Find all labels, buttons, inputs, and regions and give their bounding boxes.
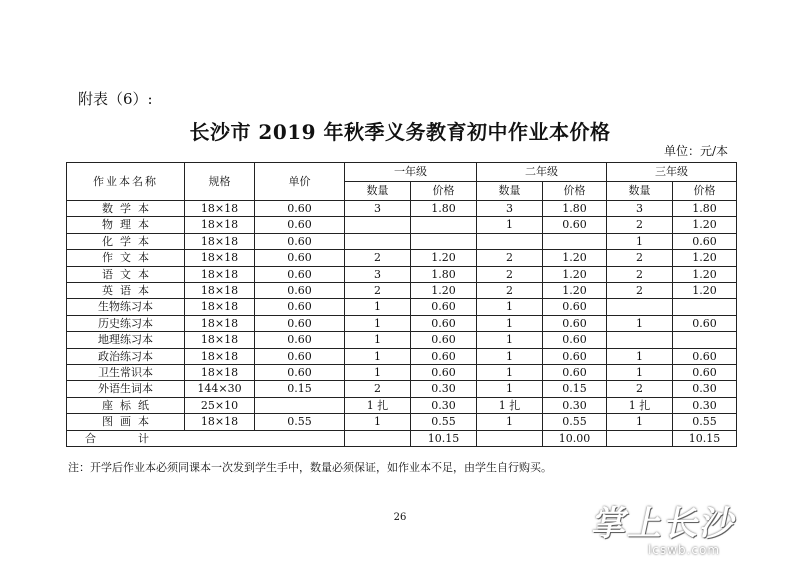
grade1-cost: 0.60	[411, 299, 477, 315]
table-row	[67, 217, 737, 233]
item-name: 历史练习本	[67, 315, 185, 331]
grade2-qty: 2	[477, 266, 543, 282]
grade2-qty: 1	[477, 365, 543, 381]
grade1-qty	[345, 233, 411, 249]
table-row	[67, 414, 737, 430]
item-name: 生物练习本	[67, 299, 185, 315]
grade1-qty: 3	[345, 201, 411, 217]
total-label: 合 计	[67, 430, 345, 446]
item-spec: 18×18	[185, 217, 255, 233]
grade2-cost: 1.20	[543, 250, 607, 266]
item-name: 物 理 本	[67, 217, 185, 233]
item-unit-price: 0.60	[255, 348, 345, 364]
header-qty: 数量	[477, 182, 543, 201]
item-unit-price: 0.60	[255, 315, 345, 331]
grade2-cost: 1.20	[543, 283, 607, 299]
grade3-cost: 0.60	[673, 233, 737, 249]
grade3-qty: 1	[607, 233, 673, 249]
table-row	[67, 201, 737, 217]
grade3-cost: 0.60	[673, 365, 737, 381]
grade1-cost: 0.60	[411, 348, 477, 364]
table-row	[67, 283, 737, 299]
table-row	[67, 397, 737, 413]
grade2-cost: 0.60	[543, 348, 607, 364]
grade2-qty: 1	[477, 381, 543, 397]
total-row	[67, 430, 737, 446]
grade2-qty: 1	[477, 332, 543, 348]
item-unit-price: 0.60	[255, 332, 345, 348]
item-name: 座 标 纸	[67, 397, 185, 413]
item-unit-price: 0.60	[255, 283, 345, 299]
total-grade3: 10.15	[673, 430, 737, 446]
grade2-cost: 0.60	[543, 315, 607, 331]
header-spec: 规格	[185, 163, 255, 201]
grade1-cost: 0.60	[411, 332, 477, 348]
item-spec: 144×30	[185, 381, 255, 397]
table-row	[67, 365, 737, 381]
item-spec: 18×18	[185, 299, 255, 315]
header-qty: 数量	[345, 182, 411, 201]
header-cost: 价格	[543, 182, 607, 201]
grade1-qty: 1	[345, 315, 411, 331]
header-cost: 价格	[673, 182, 737, 201]
grade2-cost: 0.15	[543, 381, 607, 397]
grade1-cost: 0.30	[411, 397, 477, 413]
grade1-qty: 1	[345, 332, 411, 348]
total-empty-cell	[607, 430, 673, 446]
item-spec: 18×18	[185, 250, 255, 266]
item-name: 卫生常识本	[67, 365, 185, 381]
grade3-qty: 1	[607, 414, 673, 430]
item-spec: 18×18	[185, 201, 255, 217]
table-row	[67, 233, 737, 249]
grade1-cost: 0.30	[411, 381, 477, 397]
grade1-qty: 2	[345, 381, 411, 397]
price-table	[66, 162, 737, 447]
watermark-logo: 掌上长沙	[589, 504, 742, 544]
table-body	[67, 201, 737, 431]
grade1-cost: 1.80	[411, 266, 477, 282]
grade2-cost	[543, 233, 607, 249]
grade3-qty: 2	[607, 283, 673, 299]
item-unit-price: 0.60	[255, 299, 345, 315]
item-name: 英 语 本	[67, 283, 185, 299]
grade3-cost: 1.20	[673, 217, 737, 233]
item-spec: 25×10	[185, 397, 255, 413]
grade2-cost: 0.60	[543, 332, 607, 348]
grade3-cost: 0.60	[673, 315, 737, 331]
grade1-qty: 2	[345, 250, 411, 266]
item-name: 语 文 本	[67, 266, 185, 282]
table-row	[67, 250, 737, 266]
grade1-cost: 1.20	[411, 250, 477, 266]
item-spec: 18×18	[185, 332, 255, 348]
grade1-cost: 0.60	[411, 365, 477, 381]
grade1-cost	[411, 233, 477, 249]
grade1-cost: 0.60	[411, 315, 477, 331]
grade1-cost	[411, 217, 477, 233]
grade1-qty: 1	[345, 414, 411, 430]
item-spec: 18×18	[185, 414, 255, 430]
table-row	[67, 299, 737, 315]
grade2-qty: 1	[477, 348, 543, 364]
item-spec: 18×18	[185, 283, 255, 299]
item-name: 数 学 本	[67, 201, 185, 217]
item-name: 政治练习本	[67, 348, 185, 364]
grade3-cost: 0.60	[673, 348, 737, 364]
grade2-qty: 2	[477, 250, 543, 266]
grade2-qty: 1	[477, 299, 543, 315]
page-title: 长沙市 2019 年秋季义务教育初中作业本价格	[189, 120, 611, 144]
grade2-qty: 1	[477, 414, 543, 430]
item-unit-price: 0.60	[255, 217, 345, 233]
grade1-qty: 1	[345, 365, 411, 381]
watermark	[589, 496, 774, 557]
grade1-qty: 1	[345, 299, 411, 315]
grade2-cost: 0.55	[543, 414, 607, 430]
grade3-cost: 0.30	[673, 381, 737, 397]
table-row	[67, 381, 737, 397]
header-grade1: 一年级	[345, 163, 477, 182]
total-grade1: 10.15	[411, 430, 477, 446]
header-cost: 价格	[411, 182, 477, 201]
total-grade2: 10.00	[543, 430, 607, 446]
item-unit-price: 0.60	[255, 233, 345, 249]
watermark-url: lcswb.com	[647, 543, 721, 557]
grade3-qty: 2	[607, 381, 673, 397]
table-row	[67, 315, 737, 331]
item-spec: 18×18	[185, 233, 255, 249]
footnote: 注：开学后作业本必须同课本一次发到学生手中，数量必须保证，如作业本不足，由学生自行购买。	[68, 461, 552, 474]
grade3-qty: 2	[607, 250, 673, 266]
grade3-qty: 1	[607, 315, 673, 331]
grade3-qty: 2	[607, 266, 673, 282]
grade1-cost: 0.55	[411, 414, 477, 430]
table-row	[67, 266, 737, 282]
grade2-qty: 3	[477, 201, 543, 217]
item-unit-price: 0.15	[255, 381, 345, 397]
grade3-qty: 1	[607, 348, 673, 364]
grade3-cost: 1.80	[673, 201, 737, 217]
grade2-qty: 1	[477, 217, 543, 233]
grade3-cost: 0.30	[673, 397, 737, 413]
grade1-qty: 1 扎	[345, 397, 411, 413]
item-spec: 18×18	[185, 348, 255, 364]
page-number: 26	[393, 512, 407, 523]
header-price: 单价	[255, 163, 345, 201]
grade3-qty: 1	[607, 365, 673, 381]
total-empty-cell	[345, 430, 411, 446]
header-name: 作业本名称	[67, 163, 185, 201]
grade3-qty	[607, 332, 673, 348]
grade2-qty: 1	[477, 315, 543, 331]
grade3-qty: 1 扎	[607, 397, 673, 413]
grade3-qty: 2	[607, 217, 673, 233]
grade2-qty	[477, 233, 543, 249]
item-unit-price: 0.60	[255, 201, 345, 217]
grade2-cost: 0.60	[543, 299, 607, 315]
item-name: 地理练习本	[67, 332, 185, 348]
item-name: 作 文 本	[67, 250, 185, 266]
item-unit-price	[255, 397, 345, 413]
table-row	[67, 332, 737, 348]
item-spec: 18×18	[185, 365, 255, 381]
grade3-qty: 3	[607, 201, 673, 217]
grade2-cost: 0.60	[543, 365, 607, 381]
item-unit-price: 0.55	[255, 414, 345, 430]
grade1-qty	[345, 217, 411, 233]
item-unit-price: 0.60	[255, 365, 345, 381]
grade2-cost: 0.60	[543, 217, 607, 233]
grade3-qty	[607, 299, 673, 315]
item-name: 外语生词本	[67, 381, 185, 397]
total-empty-cell	[477, 430, 543, 446]
item-name: 化 学 本	[67, 233, 185, 249]
grade3-cost: 1.20	[673, 283, 737, 299]
grade3-cost	[673, 332, 737, 348]
grade1-qty: 2	[345, 283, 411, 299]
grade3-cost: 1.20	[673, 266, 737, 282]
header-grade3: 三年级	[607, 163, 737, 182]
grade3-cost: 1.20	[673, 250, 737, 266]
grade2-cost: 1.80	[543, 201, 607, 217]
grade1-cost: 1.20	[411, 283, 477, 299]
grade3-cost: 0.55	[673, 414, 737, 430]
item-unit-price: 0.60	[255, 250, 345, 266]
grade2-cost: 0.30	[543, 397, 607, 413]
grade2-qty: 2	[477, 283, 543, 299]
item-spec: 18×18	[185, 266, 255, 282]
grade3-cost	[673, 299, 737, 315]
item-name: 图 画 本	[67, 414, 185, 430]
appendix-label: 附表（6）:	[78, 90, 153, 108]
item-unit-price: 0.60	[255, 266, 345, 282]
grade1-cost: 1.80	[411, 201, 477, 217]
header-qty: 数量	[607, 182, 673, 201]
header-grade2: 二年级	[477, 163, 607, 182]
table-row	[67, 348, 737, 364]
grade1-qty: 3	[345, 266, 411, 282]
item-spec: 18×18	[185, 315, 255, 331]
grade2-qty: 1 扎	[477, 397, 543, 413]
grade1-qty: 1	[345, 348, 411, 364]
grade2-cost: 1.20	[543, 266, 607, 282]
unit-label: 单位：元/本	[663, 144, 728, 158]
